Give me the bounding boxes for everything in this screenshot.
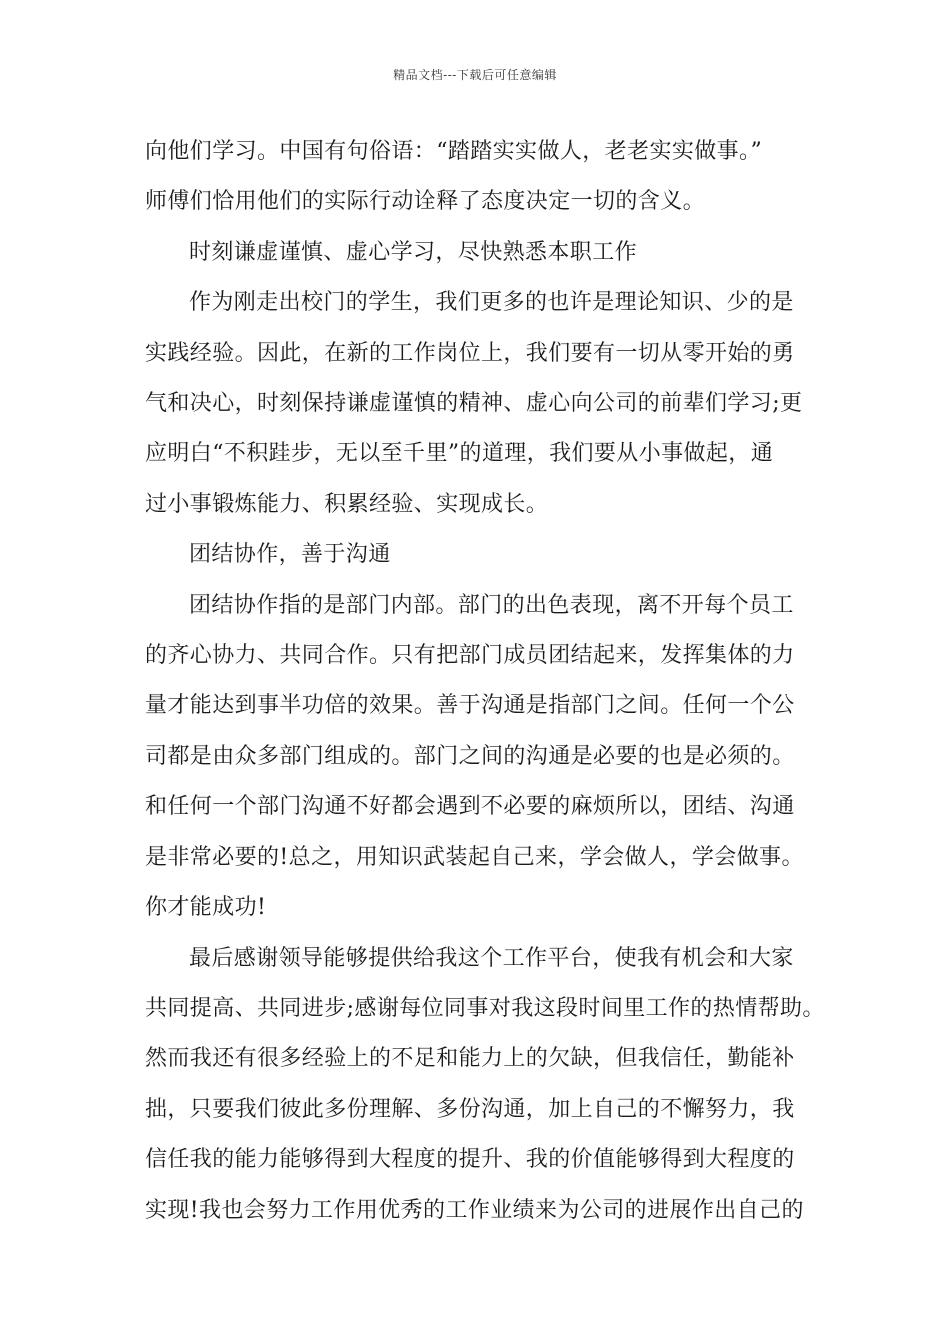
text-line: 和任何一个部门沟通不好都会遇到不必要的麻烦所以，团结、沟通 xyxy=(145,794,795,820)
text-line: 实践经验。因此，在新的工作岗位上，我们要有一切从零开始的勇 xyxy=(145,340,795,366)
text-line: 的齐心协力、共同合作。只有把部门成员团结起来，发挥集体的力 xyxy=(145,643,795,669)
page-header: 精品文档---下载后可任意编辑 xyxy=(393,68,557,82)
text-line: 是非常必要的!总之，用知识武装起自己来，学会做人，学会做事。 xyxy=(145,844,804,870)
text-line: 你才能成功! xyxy=(145,895,267,921)
text-line: 然而我还有很多经验上的不足和能力上的欠缺，但我信任，勤能补 xyxy=(145,1046,795,1072)
text-line: 共同提高、共同进步;感谢每位同事对我这段时间里工作的热情帮助。 xyxy=(145,995,825,1021)
text-line: 作为刚走出校门的学生，我们更多的也许是理论知识、少的是 xyxy=(189,290,794,316)
text-line: 团结协作指的是部门内部。部门的出色表现，离不开每个员工 xyxy=(189,592,794,618)
text-line: 时刻谦虚谨慎、虚心学习，尽快熟悉本职工作 xyxy=(189,239,638,265)
text-line: 最后感谢领导能够提供给我这个工作平台，使我有机会和大家 xyxy=(189,945,794,971)
document-body xyxy=(145,127,825,1236)
text-line: 向他们学习。中国有句俗语：“踏踏实实做人，老老实实做事。” xyxy=(145,139,763,164)
text-line: 过小事锻炼能力、积累经验、实现成长。 xyxy=(145,491,549,517)
text-line: 团结协作，善于沟通 xyxy=(189,542,391,568)
text-line: 信任我的能力能够得到大程度的提升、我的价值能够得到大程度的 xyxy=(145,1147,795,1173)
text-line: 拙，只要我们彼此多份理解、多份沟通，加上自己的不懈努力，我 xyxy=(145,1096,795,1122)
text-line: 实现!我也会努力工作用优秀的工作业绩来为公司的进展作出自己的 xyxy=(145,1197,804,1223)
text-line: 应明白“不积跬步，无以至千里”的道理，我们要从小事做起，通 xyxy=(145,441,774,467)
text-line: 量才能达到事半功倍的效果。善于沟通是指部门之间。任何一个公 xyxy=(145,693,795,719)
text-line: 气和决心，时刻保持谦虚谨慎的精神、虚心向公司的前辈们学习;更 xyxy=(145,391,803,417)
text-line: 师傅们恰用他们的实际行动诠释了态度决定一切的含义。 xyxy=(145,189,706,215)
text-line: 司都是由众多部门组成的。部门之间的沟通是必要的也是必须的。 xyxy=(145,743,795,769)
